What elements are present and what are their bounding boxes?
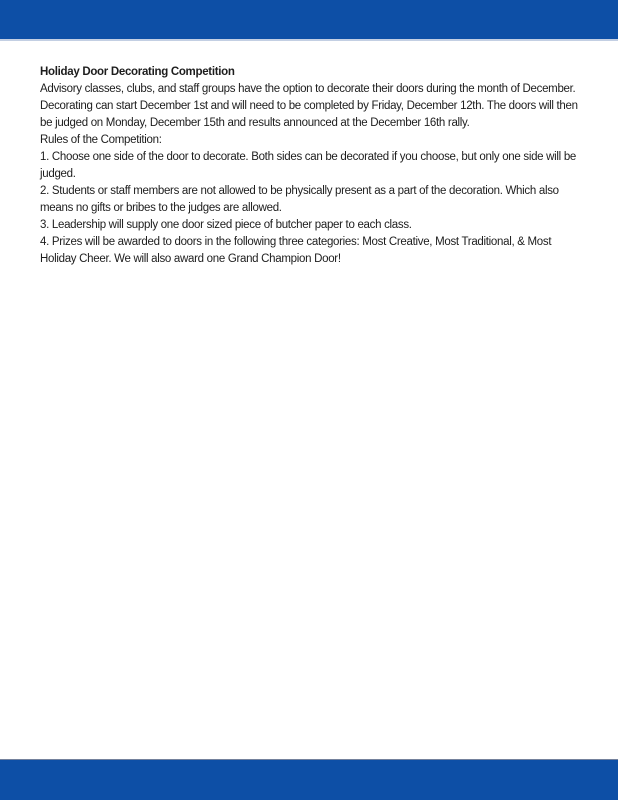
body-line: Holiday Cheer. We will also award one Grand Champion Door! (40, 253, 341, 265)
body-line: 2. Students or staff members are not allowed to be physically present as a part of the decoration. Which also (40, 185, 559, 197)
body-line: means no gifts or bribes to the judges are allowed. (40, 202, 282, 214)
body-line: 3. Leadership will supply one door sized piece of butcher paper to each class. (40, 219, 412, 231)
body-line: Decorating can start December 1st and will need to be completed by Friday, December 12th. The doors will then (40, 100, 578, 112)
document-body (0, 41, 618, 268)
body-line: be judged on Monday, December 15th and results announced at the December 16th rally. (40, 117, 470, 129)
document-title: Holiday Door Decorating Competition (40, 66, 235, 78)
bottom-border-bar (0, 759, 618, 800)
body-line: Advisory classes, clubs, and staff groups have the option to decorate their doors during the month of December. (40, 83, 576, 95)
body-line: 4. Prizes will be awarded to doors in the following three categories: Most Creative, Most Traditional, & Most (40, 236, 552, 248)
body-line: judged. (40, 168, 76, 180)
top-border-bar (0, 0, 618, 41)
body-line: Rules of the Competition: (40, 134, 162, 146)
body-line: 1. Choose one side of the door to decorate. Both sides can be decorated if you choose, but only one side will be (40, 151, 577, 163)
